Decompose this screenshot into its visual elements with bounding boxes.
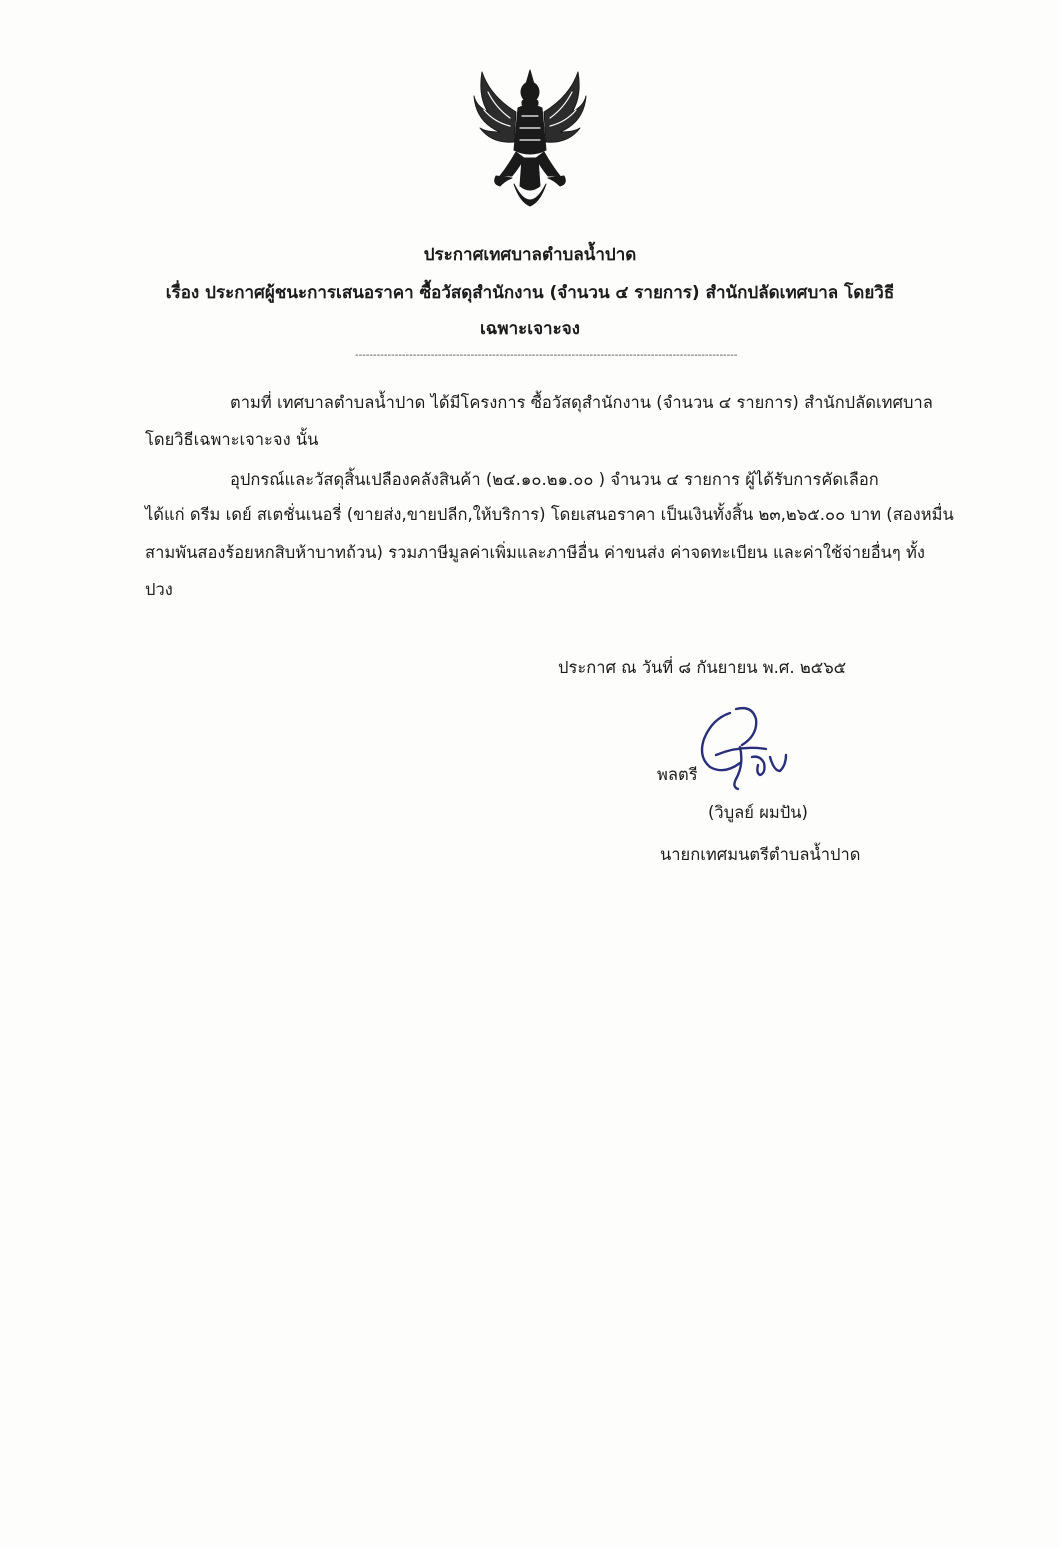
body-paragraph-2-line-4: ปวง: [145, 580, 173, 599]
body-paragraph-1-line-1: ตามที่ เทศบาลตำบลน้ำปาด ได้มีโครงการ ซื้อวัสดุสำนักงาน (จำนวน ๔ รายการ) สำนักปลัดเทศบาล: [230, 393, 933, 412]
garuda-emblem-icon: [470, 66, 590, 216]
body-paragraph-2-line-2: ได้แก่ ดรีม เดย์ สเตชั่นเนอรี่ (ขายส่ง,ขายปลีก,ให้บริการ) โดยเสนอราคา เป็นเงินทั้งสิ้น ๒๓,๒๖๕.๐๐ บาท (สองหมื่น: [145, 505, 954, 524]
document-title: ประกาศเทศบาลตำบลน้ำปาด: [423, 245, 637, 265]
signer-position: นายกเทศมนตรีตำบลน้ำปาด: [660, 845, 861, 864]
body-paragraph-1-line-2: โดยวิธีเฉพาะเจาะจง นั้น: [145, 430, 319, 449]
signer-rank: พลตรี: [657, 765, 698, 784]
handwritten-signature: [690, 705, 800, 795]
document-subject-line-continued: เฉพาะเจาะจง: [480, 319, 580, 339]
body-paragraph-2-line-3: สามพันสองร้อยหกสิบห้าบาทถ้วน) รวมภาษีมูลค่าเพิ่มและภาษีอื่น ค่าขนส่ง ค่าจดทะเบียน และค่าใช้จ่ายอื่นๆ ทั้ง: [145, 543, 925, 562]
document-subject-line: เรื่อง ประกาศผู้ชนะการเสนอราคา ซื้อวัสดุสำนักงาน (จำนวน ๔ รายการ) สำนักปลัดเทศบาล โดยวิธี: [165, 283, 895, 303]
signer-name: (วิบูลย์ ผมปัน): [708, 803, 808, 822]
body-paragraph-2-line-1: อุปกรณ์และวัสดุสิ้นเปลืองคลังสินค้า (๒๔.๑๐.๒๑.๐๐ ) จำนวน ๔ รายการ ผู้ได้รับการคัดเลือก: [230, 470, 879, 489]
announcement-date: ประกาศ ณ วันที่ ๘ กันยายน พ.ศ. ๒๕๖๕: [558, 658, 847, 677]
title-separator: ----------------------------------------------------------------------------------------------------------: [355, 350, 738, 361]
